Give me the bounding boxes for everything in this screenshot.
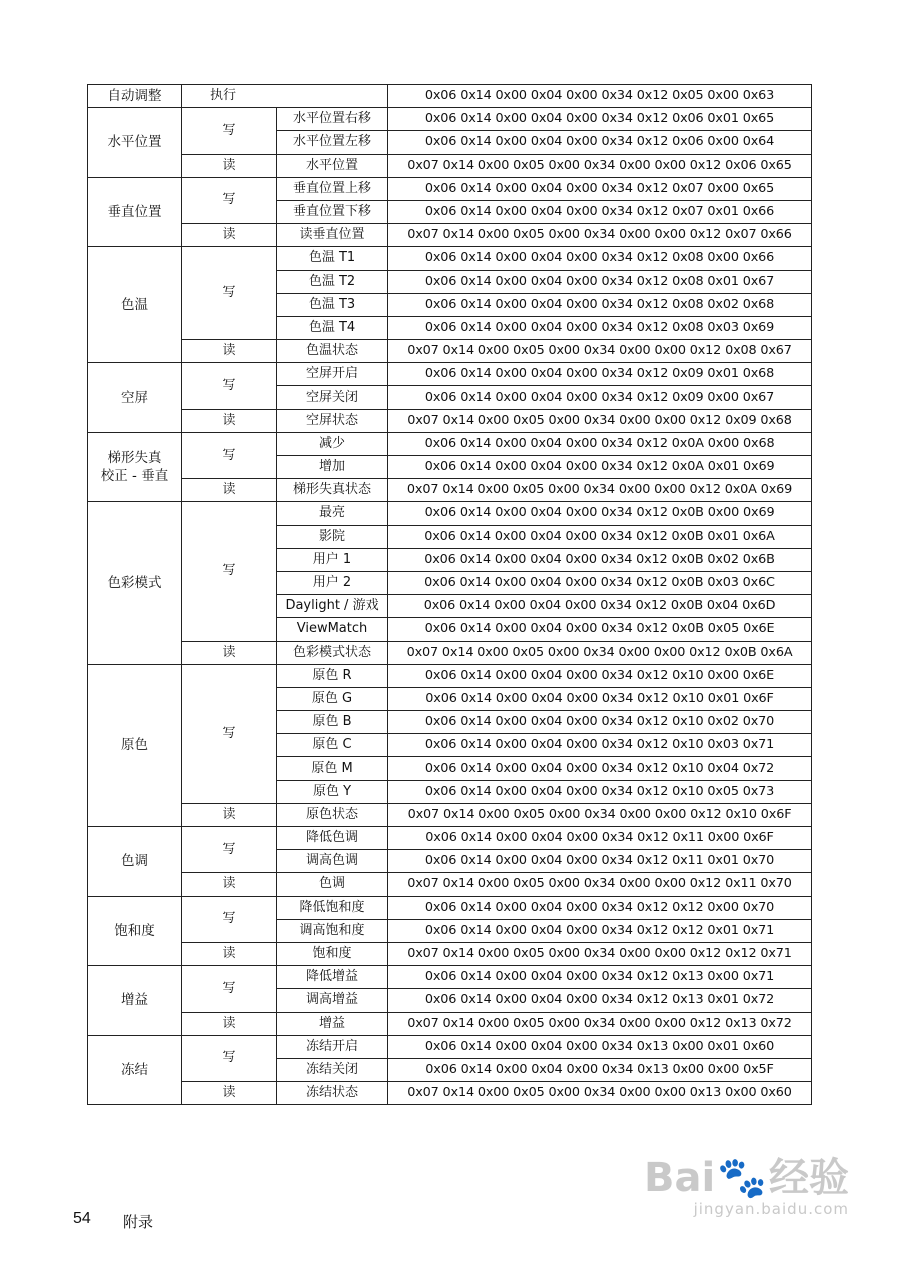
command-code: 0x06 0x14 0x00 0x04 0x00 0x34 0x12 0x08 0x01 0x67	[388, 270, 812, 293]
page-number: 54	[73, 1210, 91, 1227]
table-row	[88, 896, 812, 919]
command-code: 0x06 0x14 0x00 0x04 0x00 0x34 0x12 0x05 0x00 0x63	[388, 85, 812, 108]
command-code: 0x06 0x14 0x00 0x04 0x00 0x34 0x12 0x10 0x03 0x71	[388, 734, 812, 757]
write-label: 写	[182, 827, 277, 873]
setting-label: 调高增益	[277, 989, 388, 1012]
setting-label: 减少	[277, 432, 388, 455]
command-code: 0x06 0x14 0x00 0x04 0x00 0x34 0x12 0x07 0x01 0x66	[388, 200, 812, 223]
command-code: 0x06 0x14 0x00 0x04 0x00 0x34 0x12 0x12 0x01 0x71	[388, 919, 812, 942]
baidu-logo	[643, 1155, 849, 1201]
setting-label: 冻结关闭	[277, 1058, 388, 1081]
table-row	[88, 224, 812, 247]
table-row	[88, 108, 812, 131]
setting-label: 增加	[277, 456, 388, 479]
table-row	[88, 340, 812, 363]
command-code: 0x06 0x14 0x00 0x04 0x00 0x34 0x12 0x07 0x00 0x65	[388, 177, 812, 200]
setting-label: 色温 T1	[277, 247, 388, 270]
command-code: 0x06 0x14 0x00 0x04 0x00 0x34 0x13 0x00 0x00 0x5F	[388, 1058, 812, 1081]
read-label: 读	[182, 873, 277, 896]
write-label: 写	[182, 502, 277, 641]
table-row	[88, 966, 812, 989]
setting-label: ViewMatch	[277, 618, 388, 641]
command-code: 0x07 0x14 0x00 0x05 0x00 0x34 0x00 0x00 0x12 0x07 0x66	[388, 224, 812, 247]
feature-name: 色彩模式	[88, 502, 182, 664]
write-label: 写	[182, 966, 277, 1012]
command-code: 0x06 0x14 0x00 0x04 0x00 0x34 0x12 0x08 0x02 0x68	[388, 293, 812, 316]
table-row	[88, 479, 812, 502]
command-code: 0x06 0x14 0x00 0x04 0x00 0x34 0x12 0x08 0x00 0x66	[388, 247, 812, 270]
setting-label: 用户 2	[277, 571, 388, 594]
command-code: 0x06 0x14 0x00 0x04 0x00 0x34 0x12 0x13 0x00 0x71	[388, 966, 812, 989]
table-row	[88, 873, 812, 896]
setting-label: 调高色调	[277, 850, 388, 873]
setting-label: 梯形失真状态	[277, 479, 388, 502]
feature-name: 色温	[88, 247, 182, 363]
setting-label: 原色状态	[277, 803, 388, 826]
command-code: 0x06 0x14 0x00 0x04 0x00 0x34 0x12 0x0B 0x01 0x6A	[388, 525, 812, 548]
read-label: 读	[182, 340, 277, 363]
read-label: 读	[182, 154, 277, 177]
command-code: 0x06 0x14 0x00 0x04 0x00 0x34 0x12 0x0A 0x01 0x69	[388, 456, 812, 479]
table-row	[88, 803, 812, 826]
setting-label: 降低增益	[277, 966, 388, 989]
command-code: 0x06 0x14 0x00 0x04 0x00 0x34 0x12 0x10 0x00 0x6E	[388, 664, 812, 687]
setting-label: 增益	[277, 1012, 388, 1035]
setting-label: 色温 T4	[277, 316, 388, 339]
write-label: 写	[182, 896, 277, 942]
command-code: 0x06 0x14 0x00 0x04 0x00 0x34 0x12 0x0B 0x05 0x6E	[388, 618, 812, 641]
table-row	[88, 154, 812, 177]
setting-label: 最亮	[277, 502, 388, 525]
baidu-logo-right: 经验	[769, 1155, 849, 1201]
setting-label: 调高饱和度	[277, 919, 388, 942]
write-label: 写	[182, 363, 277, 409]
setting-label: 原色 B	[277, 711, 388, 734]
command-code: 0x06 0x14 0x00 0x04 0x00 0x34 0x12 0x06 0x00 0x64	[388, 131, 812, 154]
feature-name: 自动调整	[88, 85, 182, 108]
command-code: 0x07 0x14 0x00 0x05 0x00 0x34 0x00 0x00 0x12 0x13 0x72	[388, 1012, 812, 1035]
command-code: 0x06 0x14 0x00 0x04 0x00 0x34 0x12 0x09 0x01 0x68	[388, 363, 812, 386]
feature-name: 饱和度	[88, 896, 182, 966]
feature-name: 空屏	[88, 363, 182, 433]
table-row	[88, 664, 812, 687]
setting-label: 冻结开启	[277, 1035, 388, 1058]
paw-icon: 🐾	[717, 1155, 767, 1201]
setting-label: 水平位置	[277, 154, 388, 177]
setting-label: 空屏状态	[277, 409, 388, 432]
command-code: 0x06 0x14 0x00 0x04 0x00 0x34 0x12 0x10 0x01 0x6F	[388, 687, 812, 710]
table-row	[88, 502, 812, 525]
command-code: 0x07 0x14 0x00 0x05 0x00 0x34 0x00 0x00 0x13 0x00 0x60	[388, 1082, 812, 1105]
feature-name: 冻结	[88, 1035, 182, 1105]
action-cell: 执行	[182, 85, 388, 108]
table-row	[88, 1035, 812, 1058]
table-row	[88, 363, 812, 386]
write-label: 写	[182, 247, 277, 340]
setting-label: 冻结状态	[277, 1082, 388, 1105]
command-code: 0x06 0x14 0x00 0x04 0x00 0x34 0x12 0x13 0x01 0x72	[388, 989, 812, 1012]
command-code: 0x07 0x14 0x00 0x05 0x00 0x34 0x00 0x00 0x12 0x09 0x68	[388, 409, 812, 432]
table-row	[88, 409, 812, 432]
setting-label: 水平位置右移	[277, 108, 388, 131]
command-code: 0x07 0x14 0x00 0x05 0x00 0x34 0x00 0x00 0x12 0x11 0x70	[388, 873, 812, 896]
table-row	[88, 827, 812, 850]
write-label: 写	[182, 664, 277, 803]
feature-name: 垂直位置	[88, 177, 182, 247]
setting-label: 原色 R	[277, 664, 388, 687]
setting-label: 原色 G	[277, 687, 388, 710]
command-code: 0x06 0x14 0x00 0x04 0x00 0x34 0x12 0x10 0x05 0x73	[388, 780, 812, 803]
feature-name: 梯形失真 校正 - 垂直	[88, 432, 182, 502]
read-label: 读	[182, 1082, 277, 1105]
command-code: 0x06 0x14 0x00 0x04 0x00 0x34 0x12 0x11 0x01 0x70	[388, 850, 812, 873]
watermark-url: jingyan.baidu.com	[693, 1200, 849, 1218]
command-code: 0x07 0x14 0x00 0x05 0x00 0x34 0x00 0x00 0x12 0x0A 0x69	[388, 479, 812, 502]
command-code: 0x06 0x14 0x00 0x04 0x00 0x34 0x12 0x0B 0x02 0x6B	[388, 548, 812, 571]
command-code: 0x06 0x14 0x00 0x04 0x00 0x34 0x12 0x0B 0x03 0x6C	[388, 571, 812, 594]
command-code: 0x06 0x14 0x00 0x04 0x00 0x34 0x12 0x09 0x00 0x67	[388, 386, 812, 409]
setting-label: 饱和度	[277, 942, 388, 965]
setting-label: 空屏开启	[277, 363, 388, 386]
write-label: 写	[182, 432, 277, 478]
command-code: 0x06 0x14 0x00 0x04 0x00 0x34 0x12 0x10 0x02 0x70	[388, 711, 812, 734]
read-label: 读	[182, 224, 277, 247]
setting-label: 空屏关闭	[277, 386, 388, 409]
command-code: 0x06 0x14 0x00 0x04 0x00 0x34 0x12 0x0B 0x04 0x6D	[388, 595, 812, 618]
setting-label: 垂直位置下移	[277, 200, 388, 223]
command-code: 0x06 0x14 0x00 0x04 0x00 0x34 0x12 0x06 0x01 0x65	[388, 108, 812, 131]
setting-label: 垂直位置上移	[277, 177, 388, 200]
read-label: 读	[182, 1012, 277, 1035]
write-label: 写	[182, 108, 277, 154]
read-label: 读	[182, 479, 277, 502]
setting-label: 影院	[277, 525, 388, 548]
setting-label: 降低饱和度	[277, 896, 388, 919]
command-code: 0x07 0x14 0x00 0x05 0x00 0x34 0x00 0x00 0x12 0x12 0x71	[388, 942, 812, 965]
table-row	[88, 85, 812, 108]
feature-name: 水平位置	[88, 108, 182, 178]
read-label: 读	[182, 803, 277, 826]
setting-label: 色温状态	[277, 340, 388, 363]
setting-label: 色温 T2	[277, 270, 388, 293]
command-code: 0x07 0x14 0x00 0x05 0x00 0x34 0x00 0x00 0x12 0x10 0x6F	[388, 803, 812, 826]
read-label: 读	[182, 942, 277, 965]
table-row	[88, 1082, 812, 1105]
command-code: 0x06 0x14 0x00 0x04 0x00 0x34 0x12 0x0B 0x00 0x69	[388, 502, 812, 525]
table-row	[88, 432, 812, 455]
command-code: 0x06 0x14 0x00 0x04 0x00 0x34 0x12 0x11 0x00 0x6F	[388, 827, 812, 850]
table-row	[88, 247, 812, 270]
setting-label: 水平位置左移	[277, 131, 388, 154]
command-code: 0x06 0x14 0x00 0x04 0x00 0x34 0x12 0x08 0x03 0x69	[388, 316, 812, 339]
setting-label: 原色 M	[277, 757, 388, 780]
setting-label: 降低色调	[277, 827, 388, 850]
feature-name: 色调	[88, 827, 182, 897]
command-code: 0x07 0x14 0x00 0x05 0x00 0x34 0x00 0x00 0x12 0x0B 0x6A	[388, 641, 812, 664]
setting-label: 色调	[277, 873, 388, 896]
command-table	[87, 84, 812, 1105]
command-code: 0x06 0x14 0x00 0x04 0x00 0x34 0x12 0x12 0x00 0x70	[388, 896, 812, 919]
command-code: 0x06 0x14 0x00 0x04 0x00 0x34 0x13 0x00 0x01 0x60	[388, 1035, 812, 1058]
setting-label: 色温 T3	[277, 293, 388, 316]
baidu-watermark	[643, 1155, 849, 1218]
command-table-body	[88, 85, 812, 1105]
setting-label: 用户 1	[277, 548, 388, 571]
write-label: 写	[182, 1035, 277, 1081]
setting-label: 读垂直位置	[277, 224, 388, 247]
read-label: 读	[182, 641, 277, 664]
section-title: 附录	[123, 1213, 154, 1231]
setting-label: 原色 C	[277, 734, 388, 757]
baidu-logo-left: Bai	[643, 1155, 716, 1201]
setting-label: Daylight / 游戏	[277, 595, 388, 618]
command-code: 0x07 0x14 0x00 0x05 0x00 0x34 0x00 0x00 0x12 0x08 0x67	[388, 340, 812, 363]
table-row	[88, 641, 812, 664]
feature-name: 增益	[88, 966, 182, 1036]
write-label: 写	[182, 177, 277, 223]
table-row	[88, 177, 812, 200]
command-code: 0x07 0x14 0x00 0x05 0x00 0x34 0x00 0x00 0x12 0x06 0x65	[388, 154, 812, 177]
table-row	[88, 1012, 812, 1035]
read-label: 读	[182, 409, 277, 432]
setting-label: 色彩模式状态	[277, 641, 388, 664]
feature-name: 原色	[88, 664, 182, 826]
command-code: 0x06 0x14 0x00 0x04 0x00 0x34 0x12 0x10 0x04 0x72	[388, 757, 812, 780]
command-code: 0x06 0x14 0x00 0x04 0x00 0x34 0x12 0x0A 0x00 0x68	[388, 432, 812, 455]
table-row	[88, 942, 812, 965]
setting-label: 原色 Y	[277, 780, 388, 803]
